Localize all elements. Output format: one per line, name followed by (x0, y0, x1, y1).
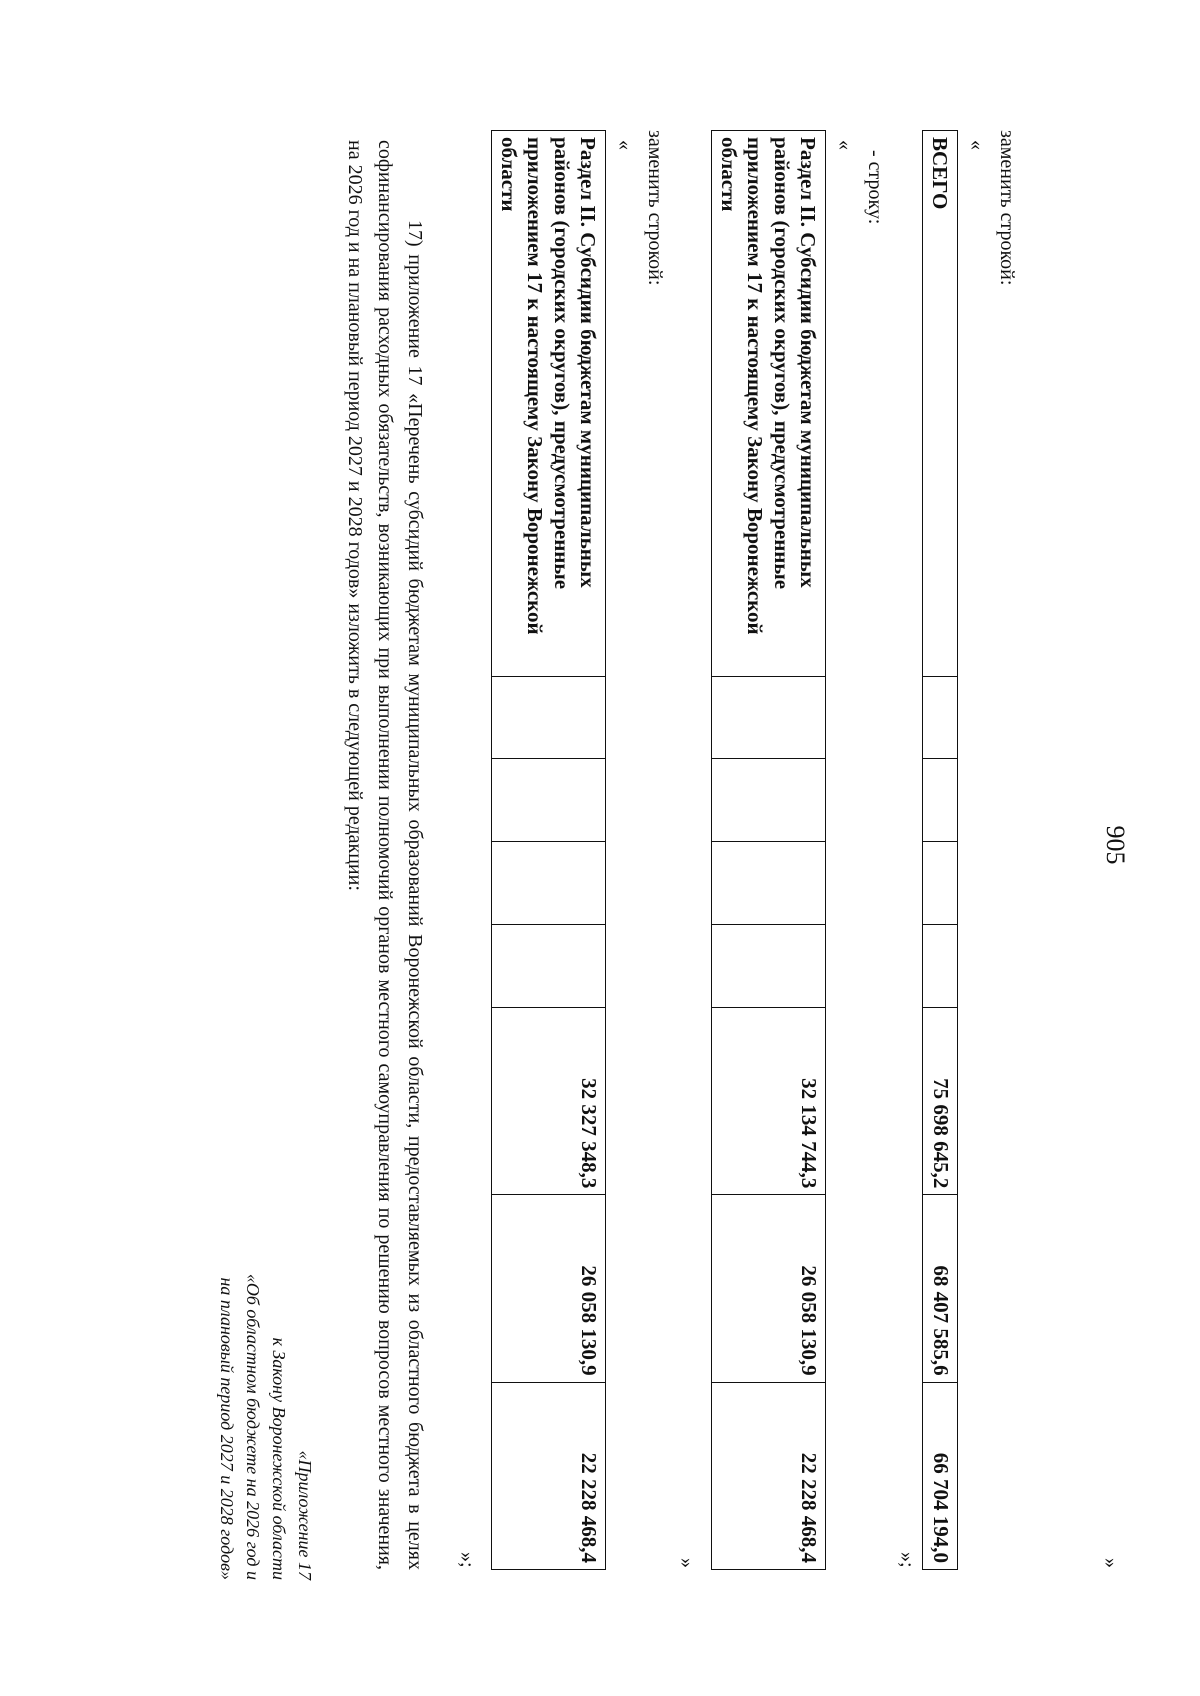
total-value-2027: 68 407 585,6 (922, 1195, 957, 1382)
section-new-value-2026: 32 327 348,3 (492, 1008, 606, 1195)
open-quote-1: « (966, 140, 988, 150)
appendix-heading (214, 1160, 318, 1580)
empty-cell (922, 842, 957, 925)
empty-cell (712, 842, 826, 925)
section-row-old-table (711, 130, 826, 1570)
replace-label-1: заменить строкой: (996, 130, 1018, 286)
appendix-line-3: «Об областном бюджете на 2026 год и (243, 1273, 263, 1580)
section-row-new-table (491, 130, 606, 1570)
table-row (492, 131, 606, 1570)
open-quote-3: « (614, 140, 636, 150)
section-old-value-2027: 26 058 130,9 (712, 1195, 826, 1382)
total-row-name: ВСЕГО (922, 131, 957, 677)
closing-quote-semicolon-1: »; (896, 1552, 918, 1568)
row-label: - строку: (864, 150, 886, 225)
closing-quote-semicolon-2: »; (456, 1552, 478, 1568)
table-row (712, 131, 826, 1570)
closing-quote-top: » (1100, 1558, 1122, 1568)
empty-cell (712, 925, 826, 1008)
appendix-line-2: к Закону Воронежской области (269, 1337, 289, 1580)
empty-cell (492, 842, 606, 925)
open-quote-2: « (834, 140, 856, 150)
empty-cell (712, 676, 826, 759)
section-old-value-2028: 22 228 468,4 (712, 1382, 826, 1569)
empty-cell (712, 759, 826, 842)
total-row-table (922, 130, 958, 1570)
section-new-value-2027: 26 058 130,9 (492, 1195, 606, 1382)
total-value-2026: 75 698 645,2 (922, 1008, 957, 1195)
amendment-paragraph: 17) приложение 17 «Перечень субсидий бюджетам муниципальных образований Воронежской области, предоставляемых из областного бюджета в целях софинансирования расходных обязательств, возникающих при выполнении полномочий органов местного самоуправления по решению вопросов местного значения, на 2026 год и на плановый период 2027 и 2028 годов» изложить в следующей редакции: (344, 140, 426, 1570)
section-old-value-2026: 32 134 744,3 (712, 1008, 826, 1195)
section-new-name: Раздел II. Субсидии бюджетам муниципальных районов (городских округов), предусмотренные приложением 17 к настоящему Закону Воронежской области (492, 131, 606, 677)
page-number: 905 (1101, 825, 1130, 865)
empty-cell (922, 759, 957, 842)
section-old-name: Раздел II. Субсидии бюджетам муниципальных районов (городских округов), предусмотренные приложением 17 к настоящему Закону Воронежской области (712, 131, 826, 677)
table-row (922, 131, 957, 1570)
rotated-content (217, 100, 1130, 1600)
empty-cell (492, 759, 606, 842)
empty-cell (922, 676, 957, 759)
section-new-value-2028: 22 228 468,4 (492, 1382, 606, 1569)
empty-cell (922, 925, 957, 1008)
appendix-line-1: «Приложение 17 (295, 1450, 315, 1580)
total-value-2028: 66 704 194,0 (922, 1382, 957, 1569)
replace-label-2: заменить строкой: (644, 130, 666, 286)
appendix-line-4: на плановый период 2027 и 2028 годов» (217, 1277, 237, 1580)
closing-quote-2: » (676, 1558, 698, 1568)
empty-cell (492, 676, 606, 759)
empty-cell (492, 925, 606, 1008)
